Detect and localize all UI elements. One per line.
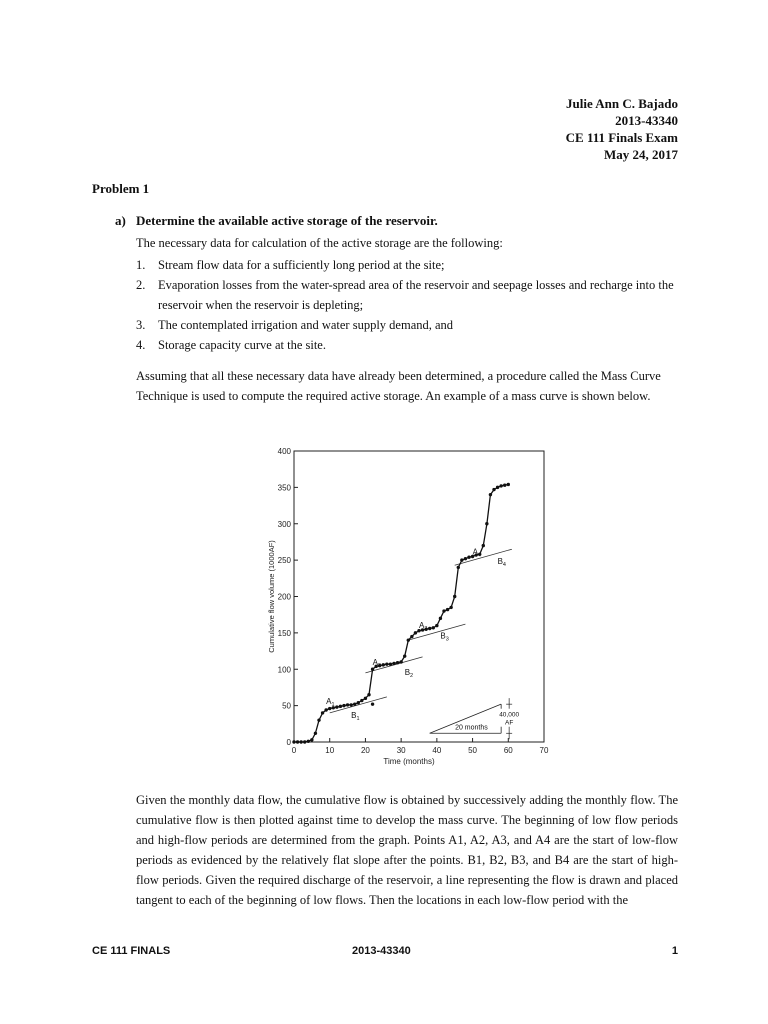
exam-name: CE 111 Finals Exam	[565, 130, 678, 145]
y-axis-label: Cumulative flow volume (1000AF)	[267, 540, 276, 653]
author-name: Julie Ann C. Bajado	[566, 96, 678, 111]
data-point	[353, 702, 356, 705]
data-point	[496, 486, 499, 489]
point-label: $A_4$	[472, 547, 481, 559]
exam-date: May 24, 2017	[603, 147, 678, 162]
data-point	[485, 522, 488, 525]
y-tick-label: 400	[277, 447, 291, 456]
data-point	[321, 711, 324, 714]
list-item	[136, 275, 676, 315]
part-letter: a)	[115, 213, 126, 228]
x-tick-label: 10	[325, 746, 335, 755]
point-label: $B_3$	[440, 631, 449, 643]
list-number: 3.	[136, 318, 146, 332]
y-tick-label: 200	[277, 592, 291, 602]
list-number: 2.	[136, 278, 146, 292]
data-point	[432, 626, 435, 629]
part-heading: Determine the available active storage of the reservoir.	[136, 213, 438, 228]
data-point	[364, 697, 367, 700]
mass-curve-chart	[250, 443, 560, 768]
list-text: Stream flow data for a sufficiently long period at the site;	[158, 258, 445, 272]
data-point	[460, 558, 463, 561]
footer-course: CE 111 FINALS	[92, 945, 171, 957]
data-point	[339, 705, 342, 708]
data-point	[482, 544, 485, 547]
y-tick-label: 150	[277, 628, 291, 638]
data-point	[492, 488, 495, 491]
tangent-line	[330, 697, 387, 713]
data-point	[499, 484, 502, 487]
footer-id: 2013-43340	[352, 945, 411, 957]
problem-title: Problem 1	[92, 181, 150, 196]
data-point	[446, 608, 449, 611]
list-item	[136, 315, 676, 335]
data-point	[307, 740, 310, 743]
data-point	[410, 635, 413, 638]
data-point	[442, 609, 445, 612]
data-point	[435, 624, 438, 627]
data-point	[317, 718, 320, 721]
data-point	[467, 556, 470, 559]
x-tick-label: 0	[291, 746, 297, 755]
data-point	[299, 740, 302, 743]
x-tick-label: 60	[503, 746, 513, 755]
plot-frame	[294, 451, 544, 742]
data-point	[371, 668, 374, 671]
y-tick-label: 50	[282, 701, 291, 711]
page-number: 1	[671, 945, 678, 957]
author-header	[566, 95, 678, 163]
data-point	[453, 595, 456, 598]
mass-curve-svg	[250, 443, 560, 768]
list-item	[136, 255, 676, 275]
data-point	[392, 662, 395, 665]
data-point	[385, 662, 388, 665]
data-point	[342, 704, 345, 707]
y-tick-label: 350	[277, 483, 291, 493]
y-tick-label: 100	[277, 665, 291, 675]
data-point	[371, 702, 374, 705]
data-point	[428, 627, 431, 630]
data-point	[399, 660, 402, 663]
data-point	[407, 638, 410, 641]
data-point	[310, 738, 313, 741]
data-point	[396, 661, 399, 664]
list-text: Evaporation losses from the water-spread area of the reservoir and seepage losses and recharge into the reservoir when the reservoir is depleting;	[158, 278, 674, 312]
point-label: $A_1$	[326, 697, 335, 709]
x-axis-label: Time (months)	[383, 757, 435, 766]
data-point	[296, 740, 299, 743]
point-label: $B_2$	[404, 668, 414, 680]
data-point	[403, 654, 406, 657]
x-tick-label: 70	[539, 746, 549, 755]
x-tick-label: 30	[396, 746, 406, 755]
data-point	[503, 483, 506, 486]
list-text: Storage capacity curve at the site.	[158, 338, 326, 352]
data-point	[382, 663, 385, 666]
list-item	[136, 335, 676, 355]
data-point	[414, 631, 417, 634]
point-label: $A_2$	[372, 657, 381, 669]
inset-rise-unit: AF	[504, 719, 514, 727]
body-paragraph: Given the monthly data flow, the cumulative flow is obtained by successively adding the monthly flow. The cumulative flow is then plotted against time to develop the mass curve. The beginning of low flow periods and high-flow periods are determined from the graph. Points A1, A2, A3, and A4 are the start of low-flow periods as evidenced by the relatively flat slope after the points. B1, B2, B3, and B4 are the start of high-flow periods. Given the required discharge of the reservoir, a line representing the flow is drawn and placed tangent to each of the beginning of low flows. Then the locations in each low-flow period with the	[136, 793, 678, 907]
inset-run-label: 20 months	[455, 724, 488, 732]
point-label: $B_4$	[497, 556, 506, 568]
data-point	[439, 617, 442, 620]
data-point	[346, 703, 349, 706]
inset-rise-label: 40,000	[499, 711, 520, 719]
data-point	[324, 708, 327, 711]
list-number: 1.	[136, 258, 146, 272]
data-point	[357, 701, 360, 704]
x-tick-label: 40	[432, 746, 442, 755]
list-text: The contemplated irrigation and water supply demand, and	[158, 318, 454, 332]
data-point	[507, 483, 510, 486]
x-tick-label: 50	[468, 746, 478, 755]
data-point	[349, 703, 352, 706]
list-number: 4.	[136, 338, 146, 352]
data-point	[292, 740, 295, 743]
data-point	[449, 606, 452, 609]
data-point	[464, 557, 467, 560]
data-point	[457, 566, 460, 569]
x-tick-label: 20	[360, 746, 370, 755]
data-point	[360, 699, 363, 702]
y-tick-label: 250	[277, 556, 291, 566]
data-point	[367, 693, 370, 696]
intro-text: The necessary data for calculation of the active storage are the following:	[136, 236, 503, 250]
data-point	[303, 740, 306, 743]
data-point	[335, 705, 338, 708]
requirements-list	[136, 255, 676, 355]
data-point	[489, 493, 492, 496]
student-id: 2013-43340	[615, 113, 678, 128]
data-point	[314, 732, 317, 735]
data-point	[389, 662, 392, 665]
y-tick-label: 300	[277, 519, 291, 529]
point-label: $B_1$	[351, 710, 360, 722]
point-label: $A_3$	[419, 620, 428, 632]
y-tick-label: 0	[286, 738, 291, 747]
body-paragraph: Assuming that all these necessary data have already been determined, a procedure called the Mass Curve Technique is used to compute the required active storage. An example of a mass curve is shown below.	[136, 369, 661, 403]
